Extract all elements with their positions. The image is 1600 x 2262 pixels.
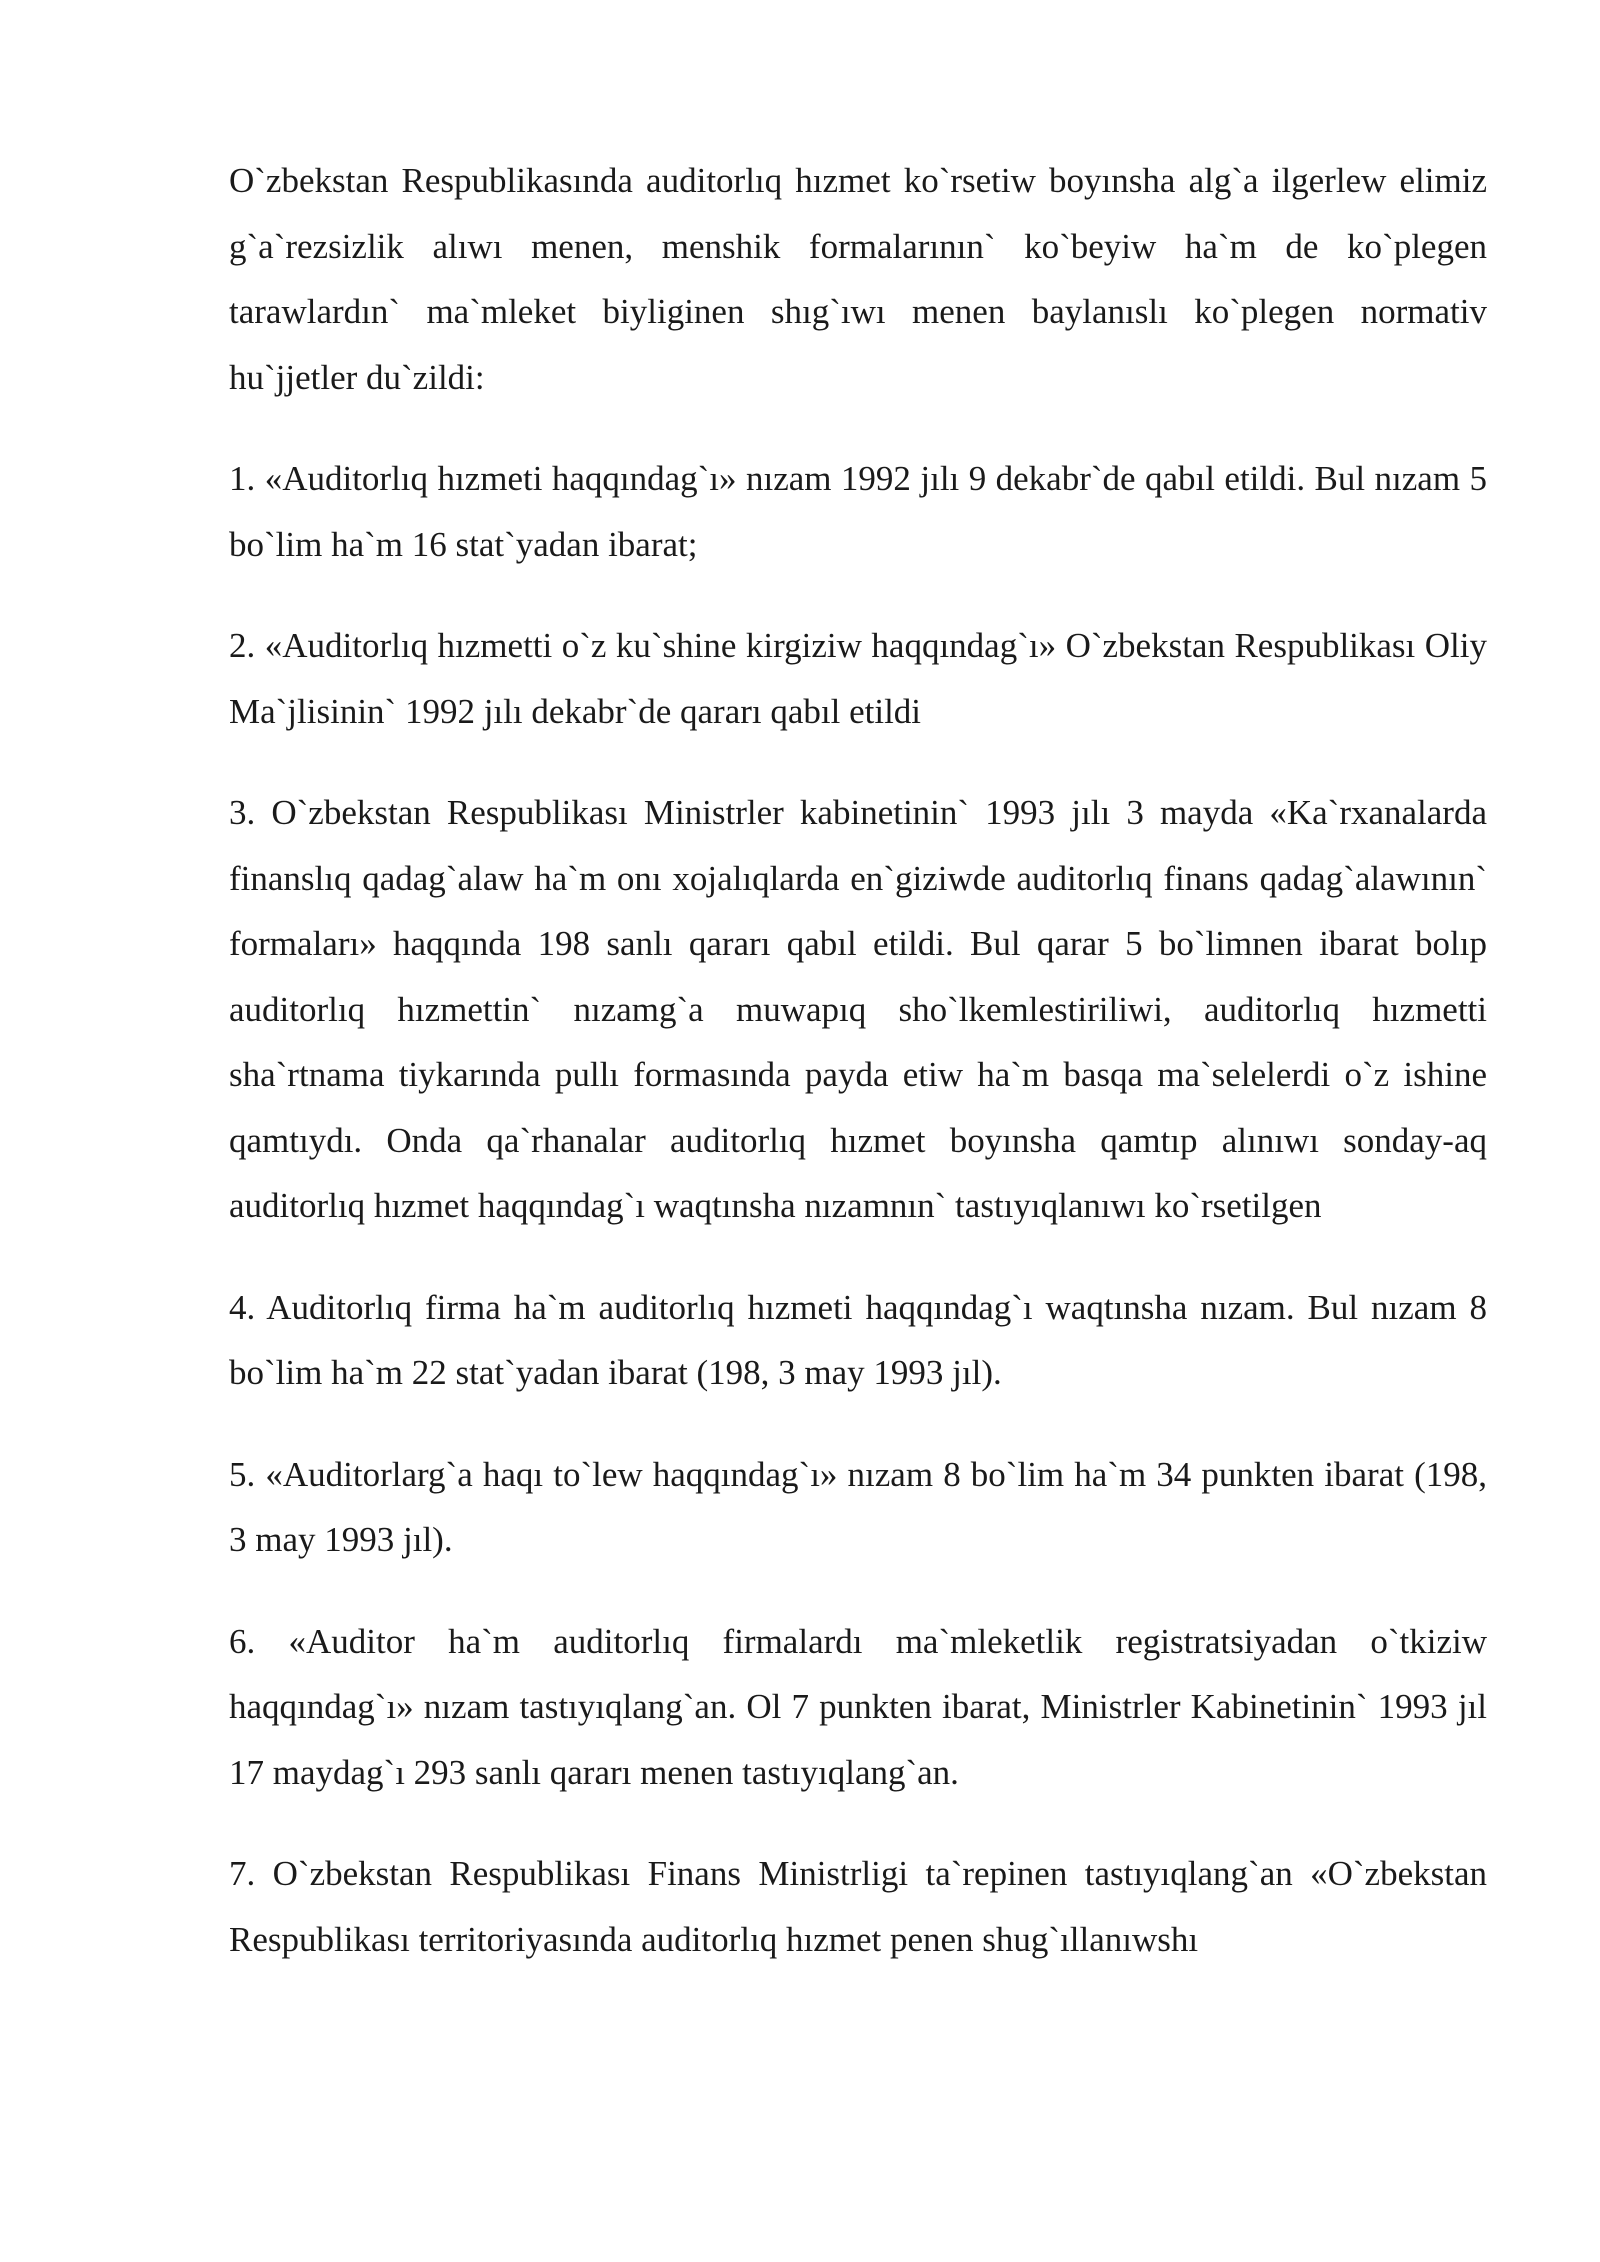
list-item-6: 6. «Auditor ha`m auditorlıq firmalardı ma`mleketlik registratsiyadan o`tkiziw haqqındag`ı» nızam tastıyıqlang`an. Ol 7 punkten ibarat, Ministrler Kabinetinin` 1993 jıl 17 maydag`ı 293 sanlı qararı menen tastıyıqlang`an.	[229, 1621, 1487, 1792]
intro-paragraph: O`zbekstan Respublikasında auditorlıq hızmet ko`rsetiw boyınsha alg`a ilgerlew elimiz g`a`rezsizlik alıwı menen, menshik formalarının` ko`beyiw ha`m de ko`plegen tarawlardın` ma`mleket biyliginen shıg`ıwı menen baylanıslı ko`plegen normativ hu`jjetler du`zildi:	[229, 161, 1487, 397]
list-item-1: 1. «Auditorlıq hızmeti haqqındag`ı» nızam 1992 jılı 9 dekabr`de qabıl etildi. Bul nızam 5 bo`lim ha`m 16 stat`yadan ibarat;	[229, 459, 1487, 564]
list-item-4: 4. Auditorlıq firma ha`m auditorlıq hızmeti haqqındag`ı waqtınsha nızam. Bul nızam 8 bo`lim ha`m 22 stat`yadan ibarat (198, 3 may 1993 jıl).	[229, 1287, 1487, 1392]
document-body	[229, 148, 1487, 2008]
list-item-7: 7. O`zbekstan Respublikası Finans Ministrligi ta`repinen tastıyıqlang`an «O`zbekstan Respublikası territoriyasında auditorlıq hızmet penen shug`ıllanıwshı	[229, 1854, 1487, 1959]
list-item-3: 3. O`zbekstan Respublikası Ministrler kabinetinin` 1993 jılı 3 mayda «Ka`rxanalarda finanslıq qadag`alaw ha`m onı xojalıqlarda en`giziwde auditorlıq finans qadag`alawının` formaları» haqqında 198 sanlı qararı qabıl etildi. Bul qarar 5 bo`limnen ibarat bolıp auditorlıq hızmettin` nızamg`a muwapıq sho`lkemlestiriliwi, auditorlıq hızmetti sha`rtnama tiykarında pullı formasında payda etiw ha`m basqa ma`selelerdi o`z ishine qamtıydı. Onda qa`rhanalar auditorlıq hızmet boyınsha qamtıp alınıwı sonday-aq auditorlıq hızmet haqqındag`ı waqtınsha nızamnın` tastıyıqlanıwı ko`rsetilgen	[229, 793, 1487, 1225]
list-item-5: 5. «Auditorlarg`a haqı to`lew haqqındag`ı» nızam 8 bo`lim ha`m 34 punkten ibarat (198, 3 may 1993 jıl).	[229, 1454, 1487, 1559]
list-item-2: 2. «Auditorlıq hızmetti o`z ku`shine kirgiziw haqqındag`ı» O`zbekstan Respublikası Oliy Ma`jlisinin` 1992 jılı dekabr`de qararı qabıl etildi	[229, 626, 1487, 731]
